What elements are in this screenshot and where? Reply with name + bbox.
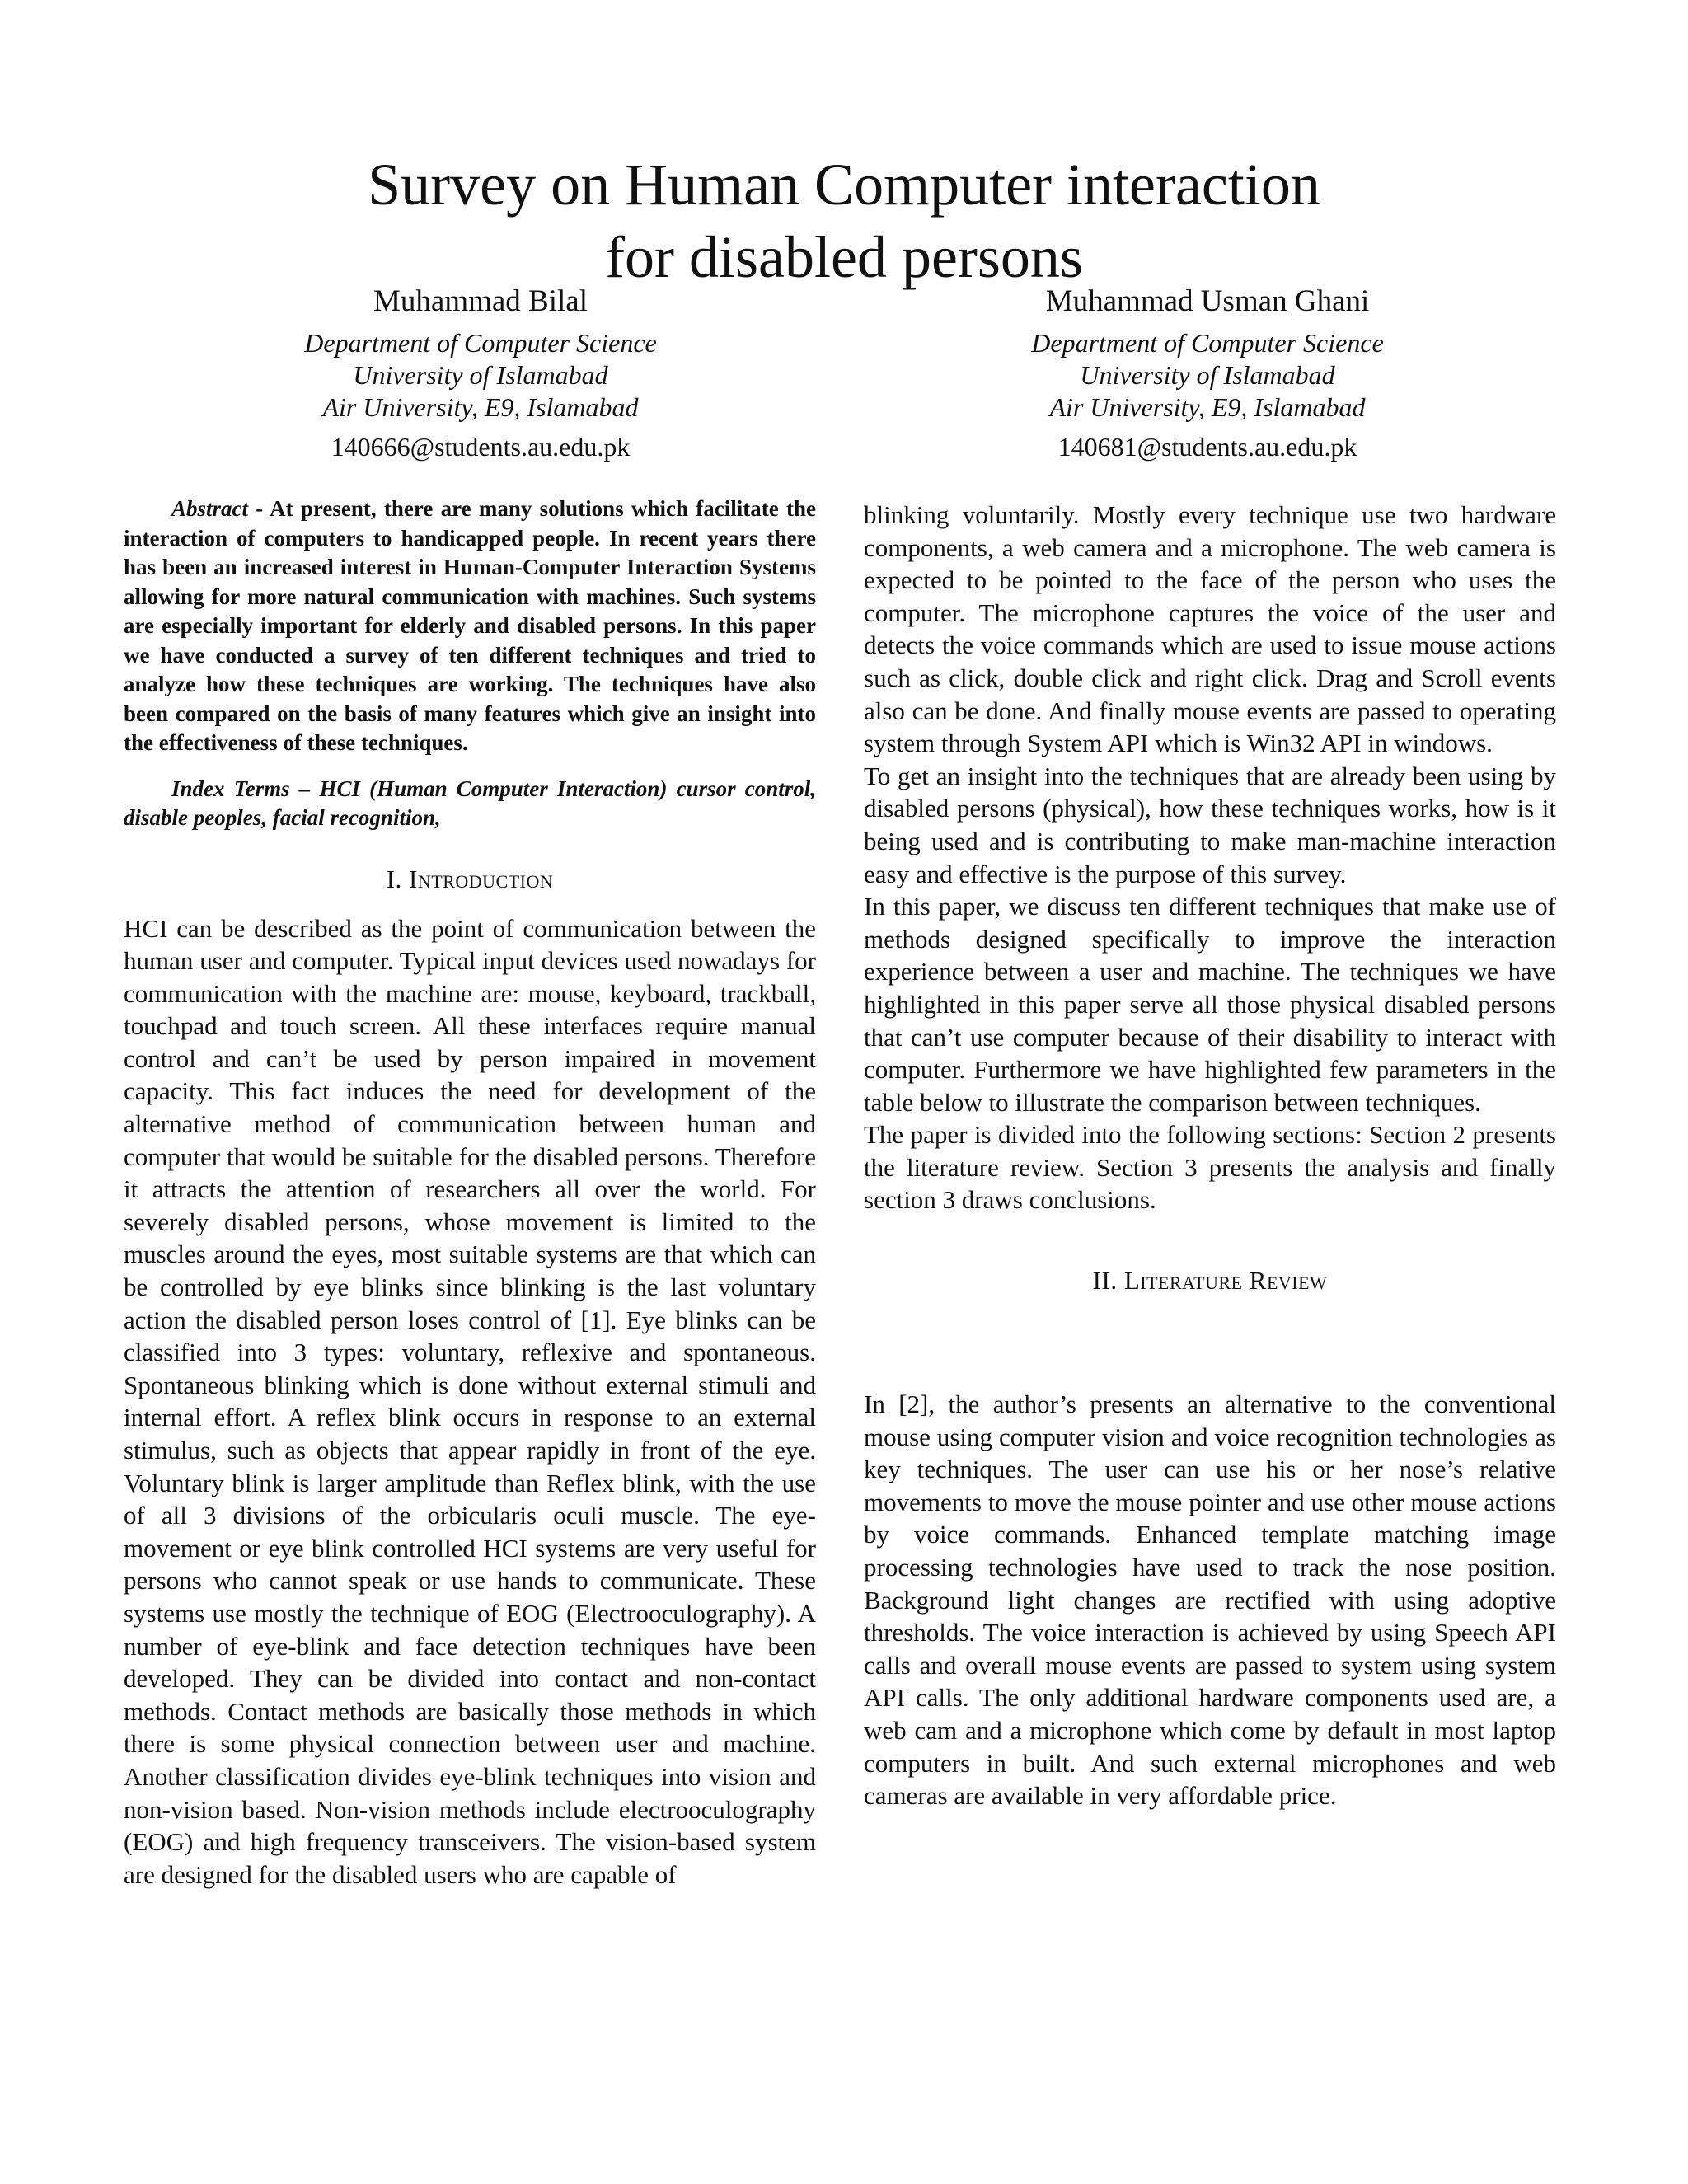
introduction-paragraph: HCI can be described as the point of communication between the human user and computer. Typical input devices used nowadays for communication with the machine are: mouse, keyboard, trackball, touchpad and touch screen. All these interfaces require manual control and can’t be used by person impaired in movement capacity. This fact induces the need for development of the alternative method of communication between human and computer that would be suitable for the disabled persons. Therefore it attracts the attention of researchers all over the world. For severely disabled persons, whose movement is limited to the muscles around the eyes, most suitable systems are that which can be controlled by eye blinks since blinking is the last voluntary action the disabled person loses control of [1]. Eye blinks can be classified into 3 types: voluntary, reflexive and spontaneous. Spontaneous blinking which is done without external stimuli and internal effort. A reflex blink occurs in response to an external stimulus, such as objects that appear rapidly in front of the eye. Voluntary blink is larger amplitude than Reflex blink, with the use of all 3 divisions of the orbicularis oculi muscle. The eye-movement or eye blink controlled HCI systems are very useful for persons who cannot speak or use hands to communicate. These systems use mostly the technique of EOG (Electrooculography). A number of eye-blink and face detection techniques have been developed. They can be divided into contact and non-contact methods. Contact methods are basically those methods in which there is some physical connection between user and machine. Another classification divides eye-blink techniques into vision and non-vision based. Non-vision methods include electrooculography (EOG) and high frequency transceivers. The vision-based system are designed for the disabled users who are capable of: [124, 913, 816, 1889]
left-column: [124, 494, 816, 1891]
paragraph: In this paper, we discuss ten different techniques that make use of methods designed specifically to improve the interaction experience between a user and machine. The techniques we have highlighted in this paper serve all those physical disabled persons that can’t use computer because of their disability to interact with computer. Furthermore we have highlighted few parameters in the table below to illustrate the comparison between techniques.: [864, 892, 1556, 1117]
abstract-text: - At present, there are many solutions which facilitate the interaction of computers to handicapped people. In recent years there has been an increased interest in Human-Computer Interaction Systems allowing for more natural communication with machines. Such systems are especially important for elderly and disabled persons. In this paper we have conducted a survey of ten different techniques and tried to analyze how these techniques are working. The techniques have also been compared on the basis of many features which give an insight into the effectiveness of these techniques.: [124, 496, 816, 755]
paragraph: To get an insight into the techniques that are already been using by disabled persons (physical), how these techniques works, how is it being used and is contributing to make man-machine interaction easy and effective is the purpose of this survey.: [864, 761, 1556, 888]
author-department: Department of Computer Science: [1031, 328, 1384, 358]
title-line-2: for disabled persons: [605, 224, 1083, 290]
index-terms-lead: Index Terms: [171, 776, 290, 801]
section-heading-literature-review: II. Literature Review: [1092, 1266, 1328, 1296]
paper-title: [0, 148, 1688, 293]
paragraph: The paper is divided into the following sections: Section 2 presents the literature review. Section 3 presents the analysis and finally section 3 draws conclusions.: [864, 1120, 1556, 1215]
abstract: [124, 494, 816, 758]
abstract-lead: Abstract: [171, 496, 249, 521]
author-location: Air University, E9, Islamabad: [1049, 392, 1366, 422]
literature-review-paragraph: In [2], the author’s presents an alternative to the conventional mouse using computer vision and voice recognition technologies as key techniques. The user can use his or her nose’s relative movements to move the mouse pointer and use other mouse actions by voice commands. Enhanced template matching image processing technologies have used to track the nose position. Background light changes are rectified with using adoptive thresholds. The voice interaction is achieved by using Speech API calls and overall mouse events are passed to system using system API calls. The only additional hardware components used are, a web cam and a microphone which come by default in most laptop computers in built. And such external microphones and web cameras are available in very affordable price.: [864, 1390, 1556, 1811]
paragraph: blinking voluntarily. Mostly every technique use two hardware components, a web camera and a microphone. The web camera is expected to be pointed to the face of the person who uses the computer. The microphone captures the voice of the user and detects the voice commands which are used to issue mouse actions such as click, double click and right click. Drag and Scroll events also can be done. And finally mouse events are passed to operating system through System API which is Win32 API in windows.: [864, 500, 1556, 758]
author-university: University of Islamabad: [353, 360, 608, 390]
author-university: University of Islamabad: [1080, 360, 1335, 390]
author-block-2: [960, 284, 1455, 463]
author-email: 140681@students.au.edu.pk: [1057, 432, 1357, 462]
index-terms: [124, 775, 816, 833]
author-name: Muhammad Usman Ghani: [1045, 284, 1370, 318]
author-email: 140666@students.au.edu.pk: [331, 432, 631, 462]
section-heading-introduction: I. Introduction: [386, 864, 554, 893]
author-block-1: [233, 284, 728, 463]
author-department: Department of Computer Science: [304, 328, 657, 358]
index-terms-text: – HCI (Human Computer Interaction) cursor control, disable peoples, facial recognition,: [124, 776, 816, 830]
title-line-1: Survey on Human Computer interaction: [368, 152, 1320, 218]
right-column: [864, 499, 1556, 1812]
author-name: Muhammad Bilal: [373, 284, 588, 318]
author-location: Air University, E9, Islamabad: [322, 392, 639, 422]
